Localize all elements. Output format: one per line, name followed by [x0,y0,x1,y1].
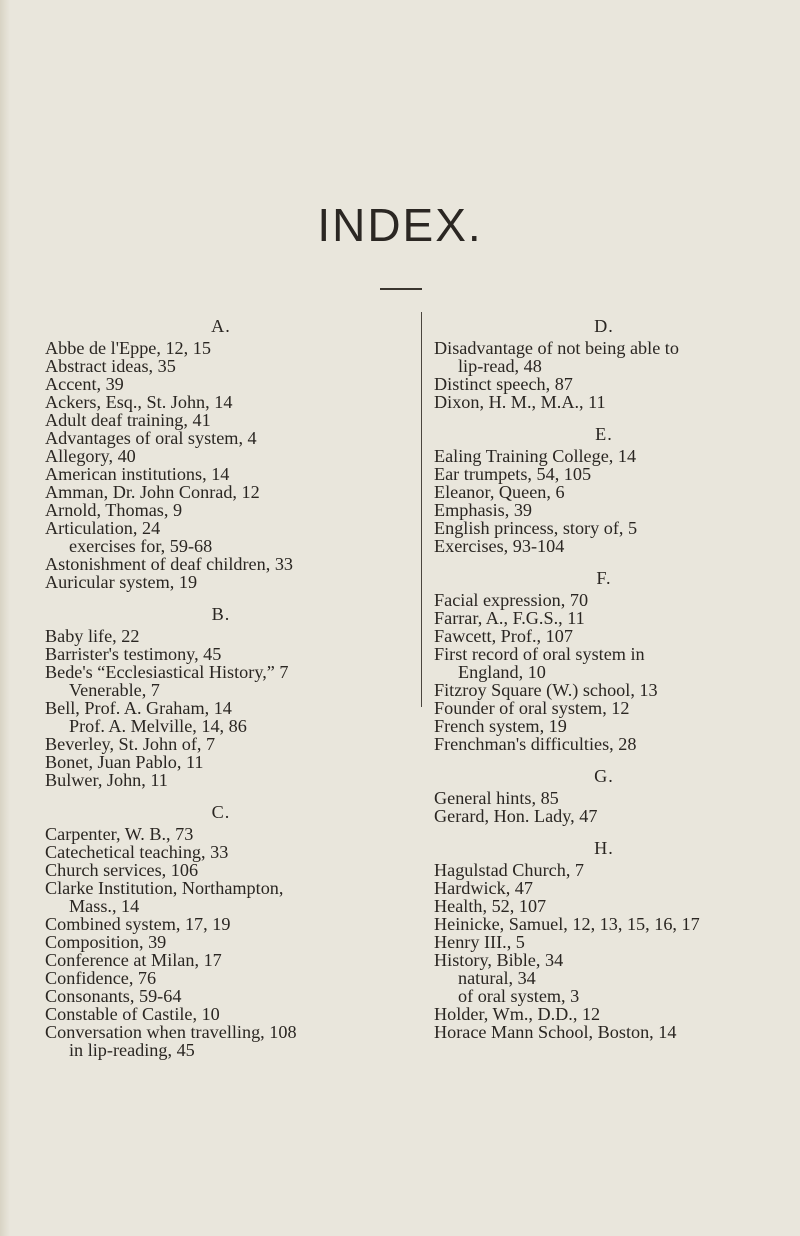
index-entry: Hardwick, 47 [434,878,533,898]
index-entry: Amman, Dr. John Conrad, 12 [45,482,260,502]
index-entry: Ealing Training College, 14 [434,446,637,466]
index-subentry: Mass., 14 [69,896,140,916]
index-entry: Combined system, 17, 19 [45,914,231,934]
index-letter-heading: F. [596,568,612,588]
index-entry: Emphasis, 39 [434,500,533,520]
index-letter-heading: H. [594,838,614,858]
page-title: INDEX. [317,199,483,251]
page-edge [0,0,10,1236]
column-divider [421,312,422,707]
index-entry: Bulwer, John, 11 [45,770,168,790]
title-rule [380,288,422,290]
index-entry: Clarke Institution, Northampton, [45,878,284,898]
index-subentry: of oral system, 3 [458,986,580,1006]
index-entry: Bonet, Juan Pablo, 11 [45,752,204,772]
index-entry: Distinct speech, 87 [434,374,573,394]
index-entry: Barrister's testimony, 45 [45,644,222,664]
index-column-left [45,312,417,1059]
index-entry: American institutions, 14 [45,464,230,484]
index-entry: Carpenter, W. B., 73 [45,824,194,844]
index-entry: Constable of Castile, 10 [45,1004,220,1024]
index-entry: Ear trumpets, 54, 105 [434,464,592,484]
section-gap [434,753,774,762]
index-entry: Facial expression, 70 [434,590,589,610]
index-entry: Founder of oral system, 12 [434,698,630,718]
index-entry: Consonants, 59-64 [45,986,182,1006]
index-entry: Health, 52, 107 [434,896,547,916]
index-entry: Accent, 39 [45,374,124,394]
index-entry: Fitzroy Square (W.) school, 13 [434,680,658,700]
section-gap [434,825,774,834]
index-column-right [434,312,774,1041]
index-entry: Catechetical teaching, 33 [45,842,229,862]
index-entry: Advantages of oral system, 4 [45,428,257,448]
index-entry: Adult deaf training, 41 [45,410,211,430]
index-entry: Allegory, 40 [45,446,136,466]
index-entry: Ackers, Esq., St. John, 14 [45,392,233,412]
index-entry: Arnold, Thomas, 9 [45,500,183,520]
index-entry: Holder, Wm., D.D., 12 [434,1004,601,1024]
index-subentry: natural, 34 [458,968,536,988]
index-entry: Beverley, St. John of, 7 [45,734,216,754]
index-entry: Bell, Prof. A. Graham, 14 [45,698,232,718]
index-subentry: England, 10 [458,662,546,682]
index-subentry: Prof. A. Melville, 14, 86 [69,716,247,736]
index-entry: Eleanor, Queen, 6 [434,482,565,502]
index-entry: Horace Mann School, Boston, 14 [434,1022,677,1042]
section-gap [434,555,774,564]
index-letter-heading: G. [594,766,614,786]
section-gap [45,789,417,798]
index-entry: Hagulstad Church, 7 [434,860,585,880]
index-entry: First record of oral system in [434,644,645,664]
index-letter-heading: C. [211,802,231,822]
index-entry: Gerard, Hon. Lady, 47 [434,806,598,826]
index-entry: History, Bible, 34 [434,950,564,970]
index-entry: Composition, 39 [45,932,167,952]
index-entry: General hints, 85 [434,788,559,808]
index-letter-heading: E. [595,424,613,444]
index-entry: Abbe de l'Eppe, 12, 15 [45,338,211,358]
index-entry: Baby life, 22 [45,626,140,646]
index-letter-heading: A. [211,316,231,336]
index-entry: Fawcett, Prof., 107 [434,626,573,646]
index-entry: Henry III., 5 [434,932,525,952]
index-subentry: exercises for, 59-68 [69,536,213,556]
index-subentry: lip-read, 48 [458,356,542,376]
index-entry: Conversation when travelling, 108 [45,1022,297,1042]
index-entry: Frenchman's difficulties, 28 [434,734,637,754]
index-entry: Articulation, 24 [45,518,161,538]
index-subentry: Venerable, 7 [69,680,160,700]
index-entry: Bede's “Ecclesiastical History,” 7 [45,662,289,682]
index-entry: Church services, 106 [45,860,199,880]
index-entry: Abstract ideas, 35 [45,356,176,376]
section-gap [45,591,417,600]
index-entry: French system, 19 [434,716,567,736]
index-entry: English princess, story of, 5 [434,518,638,538]
index-entry: Astonishment of deaf children, 33 [45,554,294,574]
index-entry: Auricular system, 19 [45,572,198,592]
index-entry: Dixon, H. M., M.A., 11 [434,392,606,412]
index-letter-heading: D. [594,316,614,336]
section-gap [434,411,774,420]
index-letter-heading: B. [211,604,231,624]
index-entry: Conference at Milan, 17 [45,950,222,970]
index-subentry: in lip-reading, 45 [69,1040,195,1060]
index-entry: Heinicke, Samuel, 12, 13, 15, 16, 17 [434,914,700,934]
index-entry: Exercises, 93-104 [434,536,565,556]
index-entry: Confidence, 76 [45,968,157,988]
index-entry: Farrar, A., F.G.S., 11 [434,608,585,628]
index-entry: Disadvantage of not being able to [434,338,679,358]
